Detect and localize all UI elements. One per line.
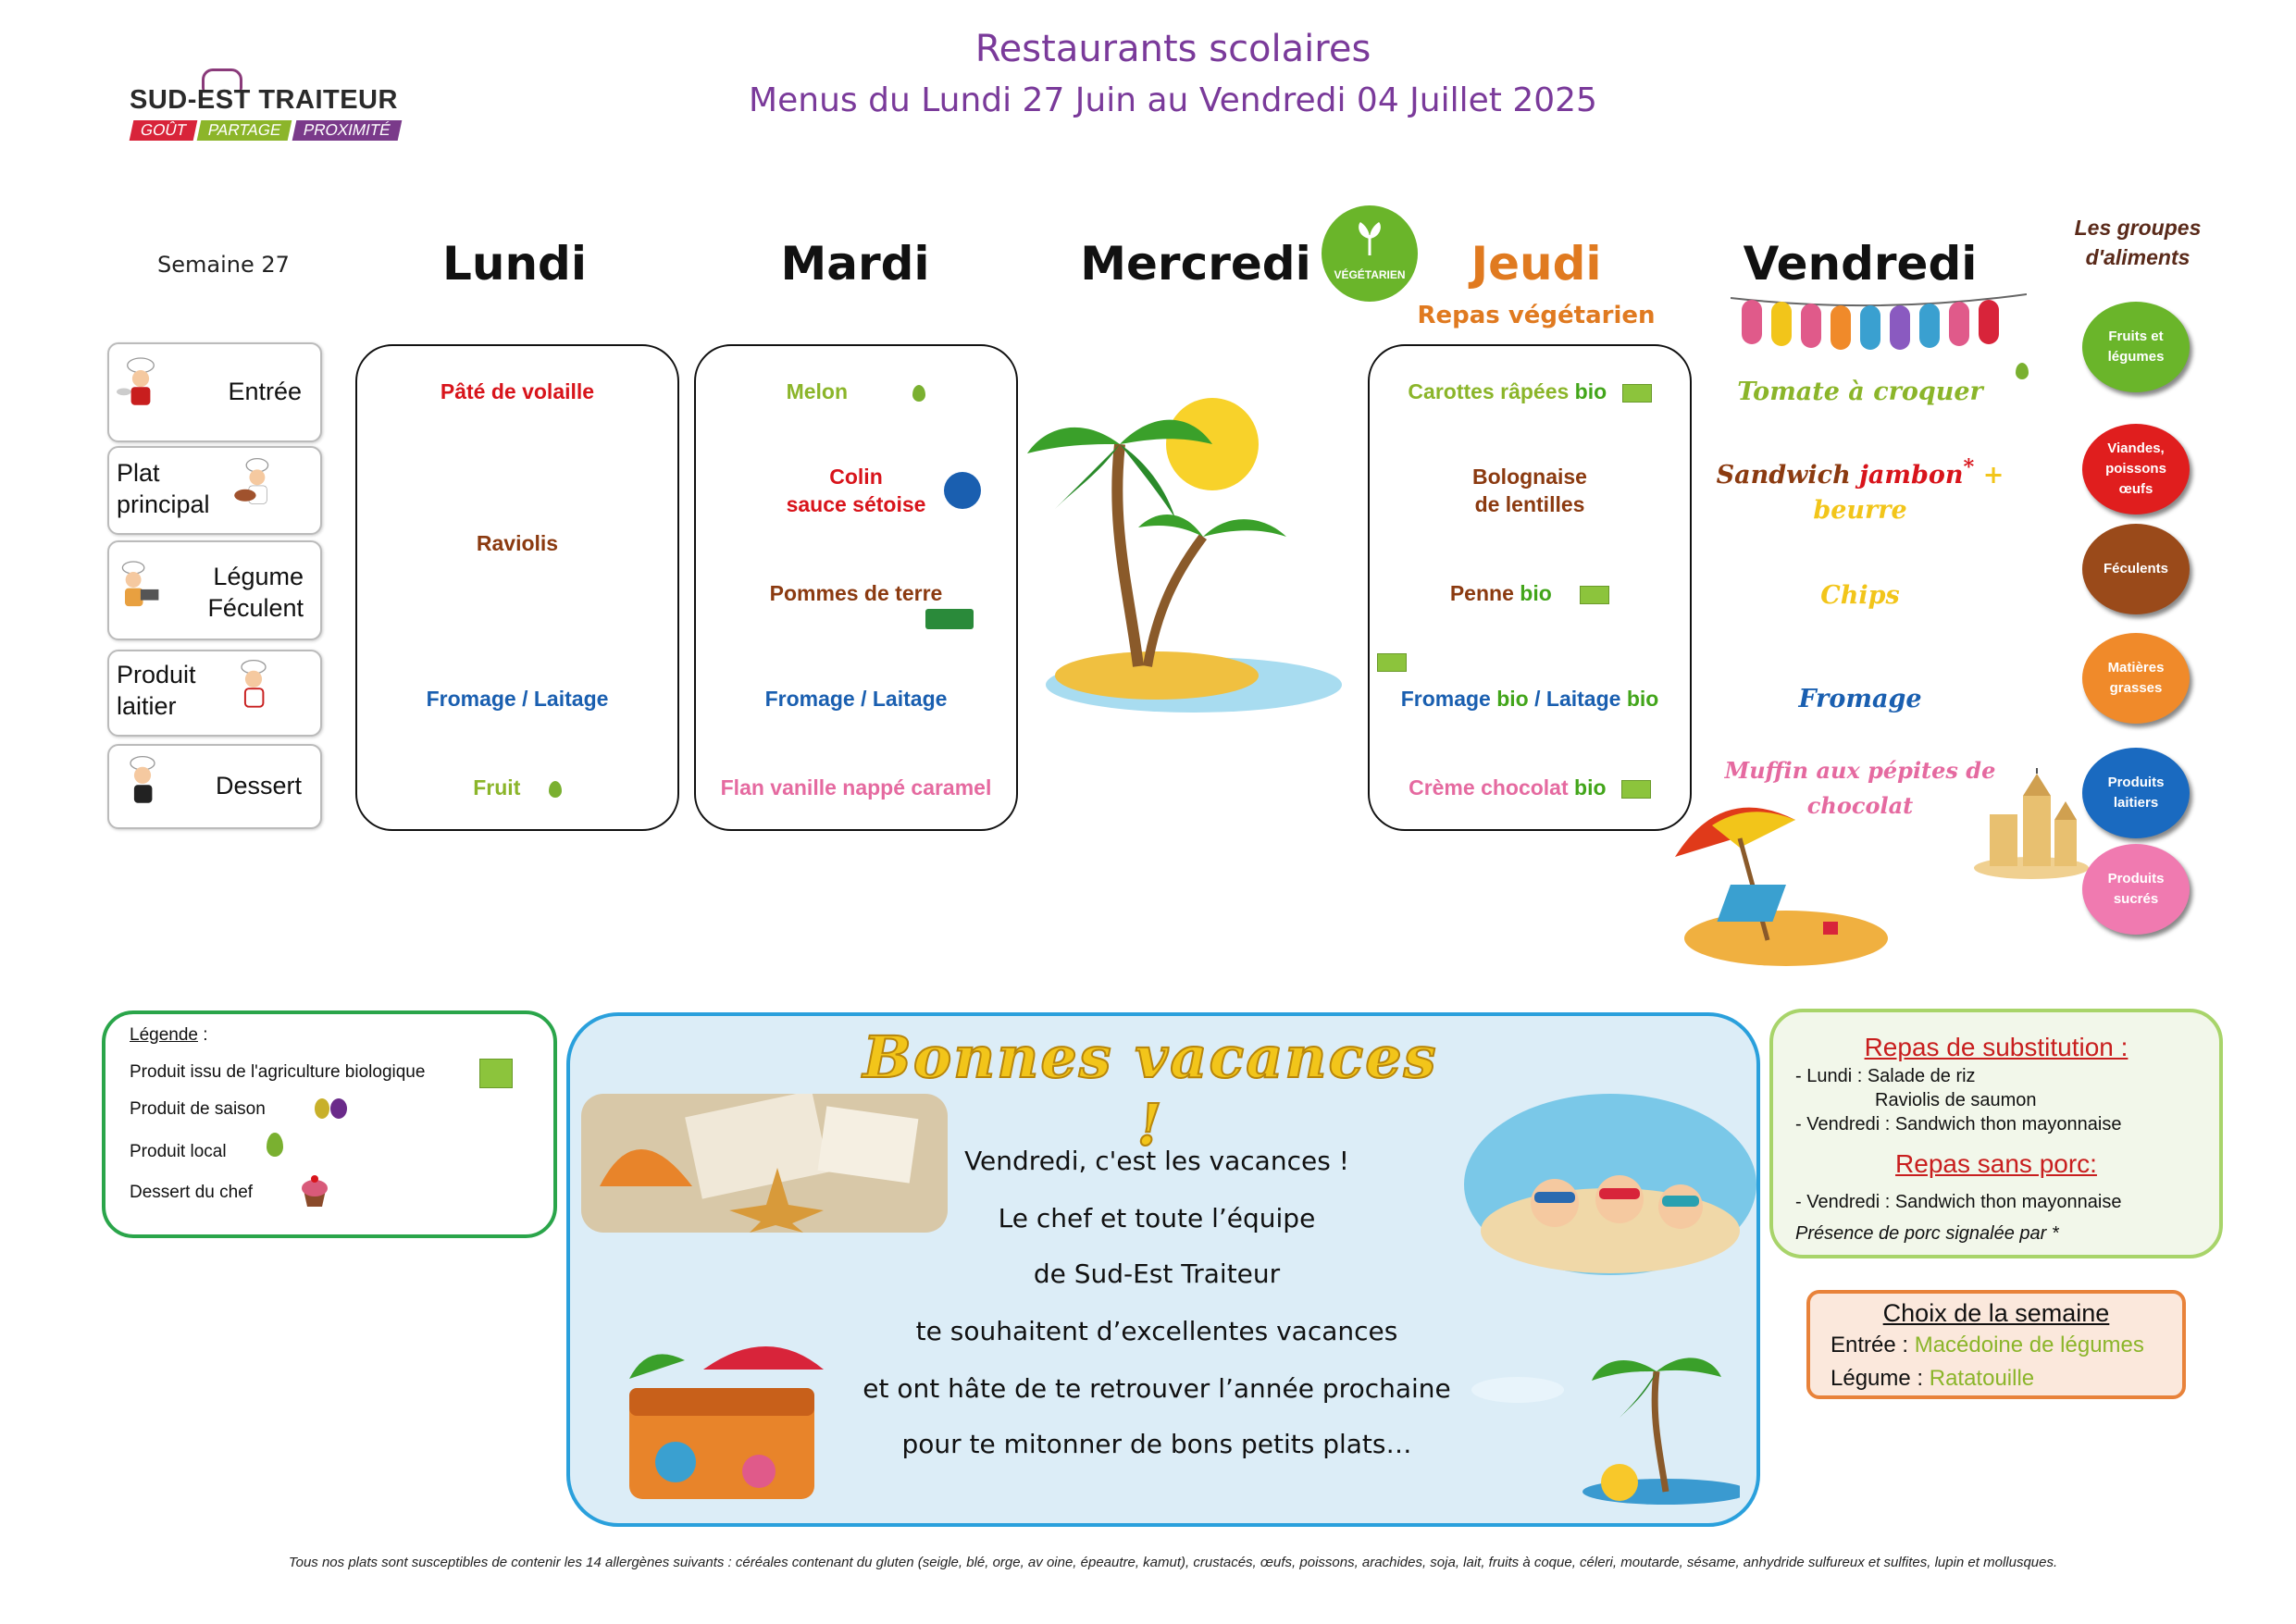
jeudi-entree-label: Carottes râpées	[1408, 379, 1570, 403]
vendredi-entree: Tomate à croquer	[1737, 378, 1983, 406]
certification-label-icon	[925, 609, 974, 629]
choix-legume	[1831, 1366, 2034, 1392]
legend-title	[130, 1025, 208, 1046]
choix-box	[1806, 1290, 2186, 1399]
lundi-laitier: Fromage / Laitage	[426, 687, 609, 711]
jeudi-legume-label: Penne	[1449, 581, 1514, 605]
chef-icon	[230, 453, 278, 511]
food-groups-title	[2054, 213, 2221, 272]
vendredi-laitier: Fromage	[1798, 685, 1922, 713]
bio-leaf-icon	[479, 1059, 513, 1088]
food-group-produits-sucres	[2082, 844, 2190, 935]
mardi-dessert: Flan vanille nappé caramel	[720, 775, 992, 800]
lundi-plat: Raviolis	[476, 531, 559, 555]
jeudi-legume-bio: bio	[1520, 581, 1552, 605]
food-group-label: Produits	[2107, 871, 2165, 886]
food-group-label: Produits	[2107, 775, 2165, 790]
legend-item-local: Produit local	[130, 1142, 227, 1161]
day-header-lundi: Lundi	[442, 237, 587, 291]
chef-icon	[117, 353, 165, 411]
food-group-feculents	[2082, 524, 2190, 614]
chef-icon	[113, 557, 161, 614]
substitution-title: Repas de substitution :	[1864, 1033, 2128, 1061]
menu-lundi	[355, 344, 679, 831]
logo-tagline	[131, 120, 399, 141]
food-group-label: poissons	[2105, 461, 2166, 477]
pork-note: Présence de porc signalée par *	[1795, 1223, 2059, 1244]
food-group-label: Fruits et	[2108, 329, 2164, 344]
substitution-line-3: - Vendredi : Sandwich thon mayonnaise	[1795, 1114, 2122, 1134]
sans-porc-title: Repas sans porc:	[1895, 1149, 2097, 1178]
beach-umbrella-illustration	[1657, 783, 1888, 968]
food-group-label: Matières	[2107, 660, 2165, 676]
legend-box	[102, 1010, 557, 1238]
menu-jeudi	[1368, 344, 1692, 831]
day-header-mardi: Mardi	[780, 237, 930, 291]
choix-entree-value: Macédoine de légumes	[1914, 1333, 2144, 1357]
vendredi-plat-plus: +	[1982, 461, 2004, 490]
food-groups-title-1: Les groupes	[2074, 216, 2202, 240]
food-group-label: légumes	[2107, 349, 2165, 365]
substitution-box	[1769, 1009, 2223, 1258]
food-group-label: grasses	[2109, 680, 2163, 696]
mardi-plat-1: Colin	[829, 465, 883, 489]
sans-porc-line: - Vendredi : Sandwich thon mayonnaise	[1795, 1192, 2122, 1212]
food-group-fruits-legumes	[2082, 302, 2190, 392]
jeudi-laitier-a-bio: bio	[1496, 687, 1529, 711]
chef-icon	[118, 751, 167, 809]
day-header-jeudi: Jeudi	[1471, 237, 1602, 291]
food-groups-title-2: d'aliments	[2085, 245, 2191, 269]
jeudi-laitier-b-bio: bio	[1626, 687, 1659, 711]
children-beach-photo	[1462, 1092, 1758, 1277]
local-product-icon	[912, 385, 925, 402]
vacation-line-3: de Sud-Est Traiteur	[1033, 1258, 1281, 1289]
sand-castle-illustration	[1971, 768, 2091, 879]
mardi-plat-2: sauce sétoise	[786, 492, 926, 516]
legend-item-chef: Dessert du chef	[130, 1183, 254, 1202]
logo-tag-partage: PARTAGE	[197, 120, 292, 141]
jeudi-laitier-a: Fromage	[1400, 687, 1491, 711]
category-laitier-label-1: Produit	[117, 661, 196, 688]
vendredi-plat-star: *	[1963, 455, 1975, 479]
week-number: Semaine 27	[157, 252, 290, 278]
jeudi-dessert-label: Crème chocolat	[1409, 775, 1569, 800]
legend-title-text: Légende	[130, 1025, 198, 1045]
mardi-entree	[696, 378, 1016, 405]
category-legume	[107, 540, 322, 640]
local-product-icon	[267, 1133, 283, 1157]
category-plat-label-1: Plat	[117, 459, 160, 487]
category-plat	[107, 446, 322, 535]
cupcake-icon	[298, 1173, 331, 1209]
chef-icon	[230, 655, 278, 713]
mardi-legume: Pommes de terre	[769, 581, 943, 605]
jeudi-note: Repas végétarien	[1417, 302, 1656, 329]
vegetarian-badge	[1322, 205, 1418, 302]
jeudi-entree-bio: bio	[1574, 379, 1607, 403]
logo-tag-proximite: PROXIMITÉ	[292, 120, 401, 141]
jeudi-laitier-b: Laitage	[1545, 687, 1621, 711]
flip-flops-garland-illustration	[1731, 287, 2027, 352]
substitution-line-2: Raviolis de saumon	[1875, 1090, 2037, 1110]
day-header-mercredi: Mercredi	[1080, 237, 1311, 291]
food-group-label: œufs	[2118, 481, 2153, 497]
vendredi-plat-c: beurre	[1813, 496, 1907, 525]
logo-tag-gout: GOÛT	[130, 120, 198, 141]
vacation-line-4: te souhaitent d’excellentes vacances	[915, 1316, 1398, 1346]
category-dessert-label: Dessert	[215, 772, 302, 800]
vendredi-dessert-2: chocolat	[1806, 792, 1914, 819]
vendredi-legume: Chips	[1820, 581, 1900, 610]
palm-island-illustration	[1018, 389, 1351, 722]
suitcase-beach-illustration	[611, 1333, 833, 1518]
vacation-line-2: Le chef et toute l’équipe	[998, 1203, 1316, 1233]
food-group-matieres-grasses	[2082, 633, 2190, 724]
vacation-title: Bonnes vacances !	[863, 1023, 1438, 1159]
vendredi-plat-b: jambon	[1859, 461, 1964, 490]
mardi-entree-label: Melon	[786, 379, 849, 403]
food-group-viandes	[2082, 424, 2190, 514]
category-legume-label-2: Féculent	[207, 594, 304, 622]
company-logo-name: SUD-EST TRAITEUR	[130, 85, 398, 115]
vendredi-dessert-1: Muffin aux pépites de	[1724, 757, 1996, 784]
substitution-line-1: - Lundi : Salade de riz	[1795, 1066, 1976, 1086]
page-subtitle: Menus du Lundi 27 Juin au Vendredi 04 Juillet 2025	[749, 81, 1597, 119]
legend-title-suffix: :	[197, 1025, 208, 1045]
category-laitier-label-2: laitier	[117, 692, 177, 720]
food-group-label: Viandes,	[2107, 440, 2165, 456]
category-dessert	[107, 744, 322, 829]
page-title: Restaurants scolaires	[974, 28, 1371, 70]
jeudi-entree	[1370, 378, 1690, 405]
choix-entree-label: Entrée :	[1831, 1333, 1915, 1357]
bio-leaf-icon	[1622, 384, 1652, 403]
food-group-label: laitiers	[2113, 795, 2159, 811]
vendredi-plat	[1694, 455, 2027, 490]
vendredi-plat-a: Sandwich	[1716, 461, 1851, 490]
food-group-produits-laitiers	[2082, 748, 2190, 838]
choix-entree	[1831, 1333, 2144, 1358]
bio-leaf-icon	[1377, 653, 1407, 672]
jeudi-dessert	[1370, 774, 1690, 801]
jeudi-dessert-bio: bio	[1574, 775, 1607, 800]
vacation-line-5: et ont hâte de te retrouver l’année prochaine	[863, 1373, 1451, 1404]
peche-durable-icon	[944, 472, 981, 509]
seasonal-fruit-icon	[311, 1092, 352, 1122]
category-laitier	[107, 650, 322, 737]
jeudi-plat-2: de lentilles	[1474, 492, 1585, 516]
choix-legume-value: Ratatouille	[1929, 1366, 2035, 1391]
food-group-label: sucrés	[2113, 891, 2159, 907]
food-group-label: Féculents	[2103, 561, 2169, 576]
vacation-line-6: pour te mitonner de bons petits plats…	[901, 1429, 1412, 1459]
leaf-icon	[1349, 218, 1390, 259]
local-product-icon	[549, 781, 562, 798]
category-entree	[107, 342, 322, 442]
category-plat-label-2: principal	[117, 490, 210, 518]
day-header-vendredi: Vendredi	[1743, 237, 1978, 291]
palm-sunset-illustration	[1462, 1344, 1740, 1510]
jeudi-laitier	[1370, 685, 1690, 713]
legend-item-bio: Produit issu de l'agriculture biologique	[130, 1062, 426, 1082]
lundi-entree: Pâté de volaille	[440, 379, 595, 403]
lundi-dessert-label: Fruit	[473, 775, 521, 800]
bio-leaf-icon	[1580, 586, 1609, 604]
mardi-laitier: Fromage / Laitage	[764, 687, 948, 711]
legend-item-saison: Produit de saison	[130, 1099, 266, 1119]
jeudi-legume	[1370, 579, 1690, 607]
menu-mardi	[694, 344, 1018, 831]
choix-legume-label: Légume :	[1831, 1366, 1930, 1391]
lundi-dessert	[357, 774, 677, 801]
allergen-footer: Tous nos plats sont susceptibles de contenir les 14 allergènes suivants : céréales contenant du gluten (seigle, blé, orge, av oine, épeautre, kamut), crustacés, œufs, poissons, arachides, soja, lait, fruits à coque, céleri, moutarde, sésame, anhydride sulfureux et sulfites, lupin et mollusques.	[288, 1555, 2058, 1570]
vacation-line-1: Vendredi, c'est les vacances !	[964, 1146, 1349, 1176]
bio-leaf-icon	[1621, 780, 1651, 799]
jeudi-laitier-sep: /	[1534, 687, 1541, 711]
vegetarian-badge-label: VÉGÉTARIEN	[1334, 268, 1406, 281]
category-entree-label: Entrée	[228, 378, 302, 405]
choix-title: Choix de la semaine	[1882, 1299, 2110, 1327]
jeudi-plat-1: Bolognaise	[1472, 465, 1587, 489]
category-legume-label-1: Légume	[213, 563, 304, 590]
